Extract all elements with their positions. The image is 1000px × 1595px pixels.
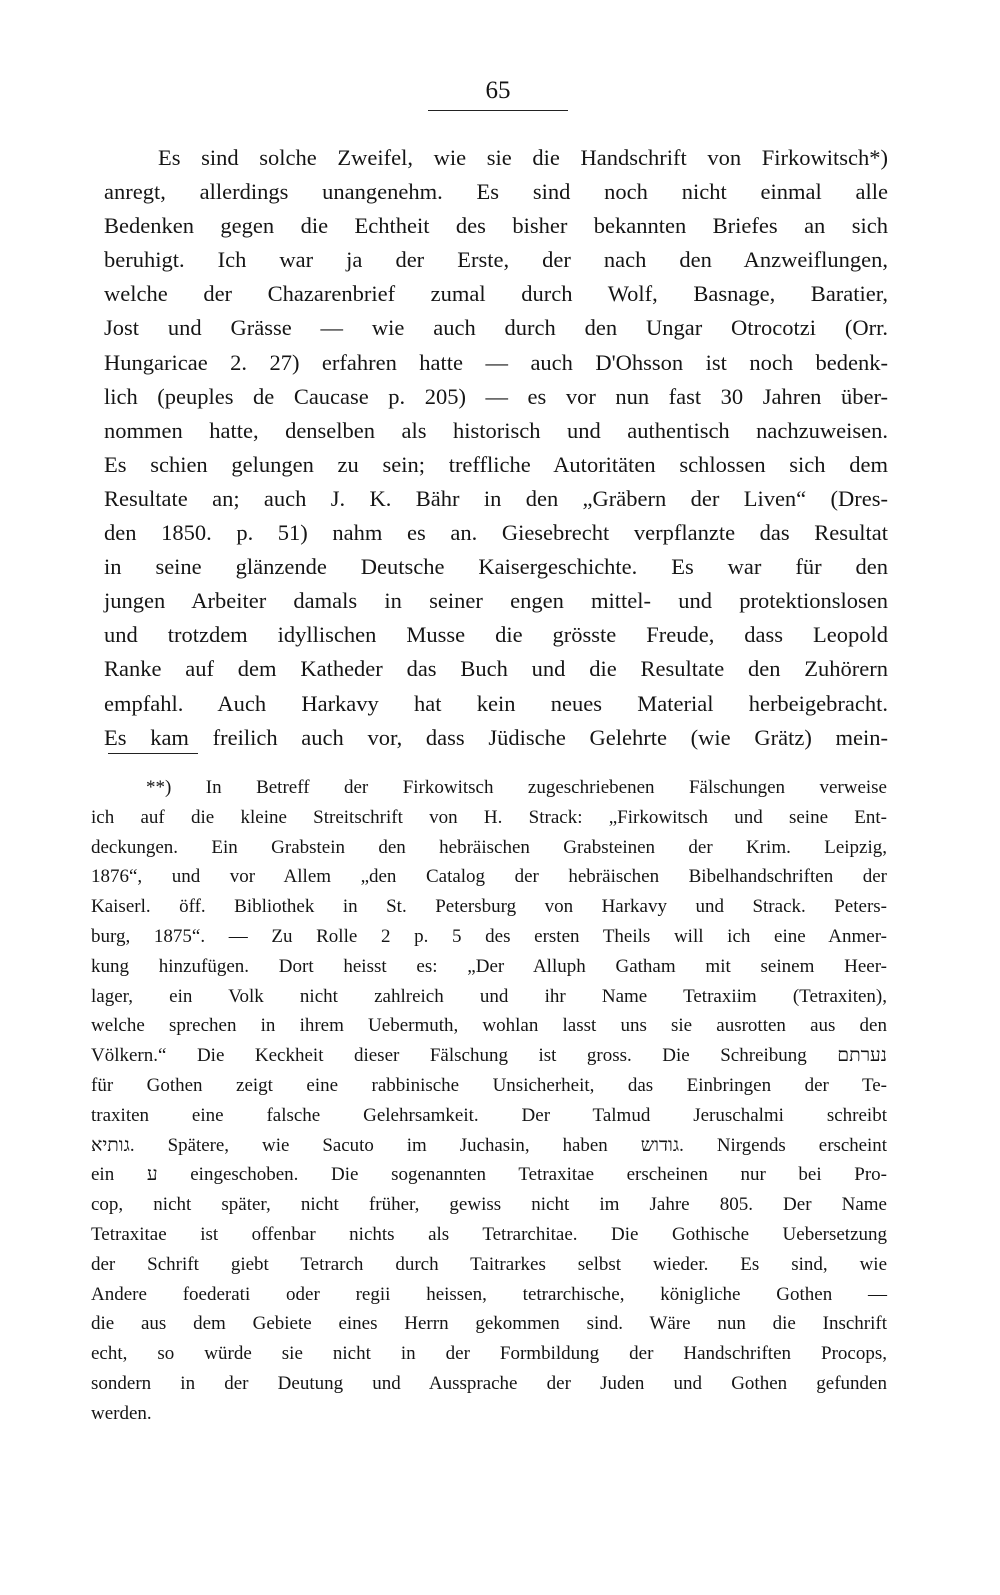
footnote-line: Tetraxitae ist offenbar nichts als Tetrarchitae. Die Gothische Uebersetzung [91, 1223, 887, 1245]
footnote-line: für Gothen zeigt eine rabbinische Unsicherheit, das Einbringen der Te- [91, 1074, 887, 1096]
footnote-line: ein ע eingeschoben. Die sogenannten Tetraxitae erscheinen nur bei Pro- [91, 1164, 887, 1186]
footnote-block [91, 773, 887, 1429]
text-line: nommen hatte, denselben als historisch und authentisch nachzuweisen. [104, 417, 888, 443]
text-line: Hungaricae 2. 27) erfahren hatte — auch D'Ohsson ist noch bedenk- [104, 349, 888, 375]
footnote-line: kung hinzufügen. Dort heisst es: „Der Alluph Gatham mit seinem Heer- [91, 955, 887, 977]
text-line: Es kam freilich auch vor, dass Jüdische Gelehrte (wie Grätz) mein- [104, 724, 888, 750]
text-line: Ranke auf dem Katheder das Buch und die Resultate den Zuhörern [104, 656, 888, 682]
footnote-line: der Schrift giebt Tetrarch durch Taitrarkes selbst wieder. Es sind, wie [91, 1253, 887, 1275]
text-line: welche der Chazarenbrief zumal durch Wolf, Basnage, Baratier, [104, 281, 888, 307]
footnote-line: welche sprechen in ihrem Uebermuth, wohlan lasst uns sie ausrotten aus den [91, 1015, 887, 1037]
text-line: Es schien gelungen zu sein; treffliche Autoritäten schlossen sich dem [104, 451, 888, 477]
text-line: jungen Arbeiter damals in seiner engen mittel- und protektionslosen [104, 588, 888, 614]
text-line: Resultate an; auch J. K. Bähr in den „Gräbern der Liven“ (Dres- [104, 485, 888, 511]
footnote-line: **) In Betreff der Firkowitsch zugeschriebenen Fälschungen verweise [146, 777, 887, 798]
footnote-line: Andere foederati oder regii heissen, tetrarchische, königliche Gothen — [91, 1283, 887, 1305]
text-line: in seine glänzende Deutsche Kaisergeschichte. Es war für den [104, 554, 888, 580]
footnote-line: burg, 1875“. — Zu Rolle 2 p. 5 des ersten Theils will ich eine Anmer- [91, 925, 887, 947]
footnote-line: 1876“, und vor Allem „den Catalog der hebräischen Bibelhandschriften der [91, 866, 887, 888]
footnote-line: Völkern.“ Die Keckheit dieser Fälschung ist gross. Die Schreibung נערתם [91, 1045, 887, 1067]
footnote-line: werden. [91, 1402, 152, 1424]
main-text-block [104, 141, 888, 755]
text-line: empfahl. Auch Harkavy hat kein neues Material herbeigebracht. [104, 690, 888, 716]
text-line: Jost und Grässe — wie auch durch den Ungar Otrocotzi (Orr. [104, 315, 888, 341]
footnote-line: echt, so würde sie nicht in der Formbildung der Handschriften Procops, [91, 1343, 887, 1365]
footnote-line: גותיא. Spätere, wie Sacuto im Juchasin, haben גודוש. Nirgends erscheint [91, 1134, 887, 1156]
footnote-line: cop, nicht später, nicht früher, gewiss nicht im Jahre 805. Der Name [91, 1194, 887, 1216]
text-line: Es sind solche Zweifel, wie sie die Handschrift von Firkowitsch*) [158, 145, 888, 170]
text-line: lich (peuples de Caucase p. 205) — es vor nun fast 30 Jahren über- [104, 383, 888, 409]
page-number: 65 [485, 77, 511, 104]
footnote-line: traxiten eine falsche Gelehrsamkeit. Der Talmud Jeruschalmi schreibt [91, 1104, 887, 1126]
footnote-line: deckungen. Ein Grabstein den hebräischen Grabsteinen der Krim. Leipzig, [91, 836, 887, 858]
text-line: Bedenken gegen die Echtheit des bisher bekannten Briefes an sich [104, 213, 888, 239]
footnote-rule [108, 753, 198, 754]
footnote-line: sondern in der Deutung und Aussprache der Juden und Gothen gefunden [91, 1372, 887, 1394]
footnote-line: Kaiserl. öff. Bibliothek in St. Petersburg von Harkavy und Strack. Peters- [91, 896, 887, 918]
header-rule [428, 110, 568, 111]
text-line: den 1850. p. 51) nahm es an. Giesebrecht verpflanzte das Resultat [104, 520, 888, 546]
footnote-line: lager, ein Volk nicht zahlreich und ihr Name Tetraxiim (Tetraxiten), [91, 985, 887, 1007]
text-line: anregt, allerdings unangenehm. Es sind noch nicht einmal alle [104, 179, 888, 205]
footnote-line: ich auf die kleine Streitschrift von H. Strack: „Firkowitsch und seine Ent- [91, 806, 887, 828]
text-line: und trotzdem idyllischen Musse die grösste Freude, dass Leopold [104, 622, 888, 648]
footnote-line: die aus dem Gebiete eines Herrn gekommen sind. Wäre nun die Inschrift [91, 1313, 887, 1335]
text-line: beruhigt. Ich war ja der Erste, der nach den Anzweiflungen, [104, 247, 888, 273]
